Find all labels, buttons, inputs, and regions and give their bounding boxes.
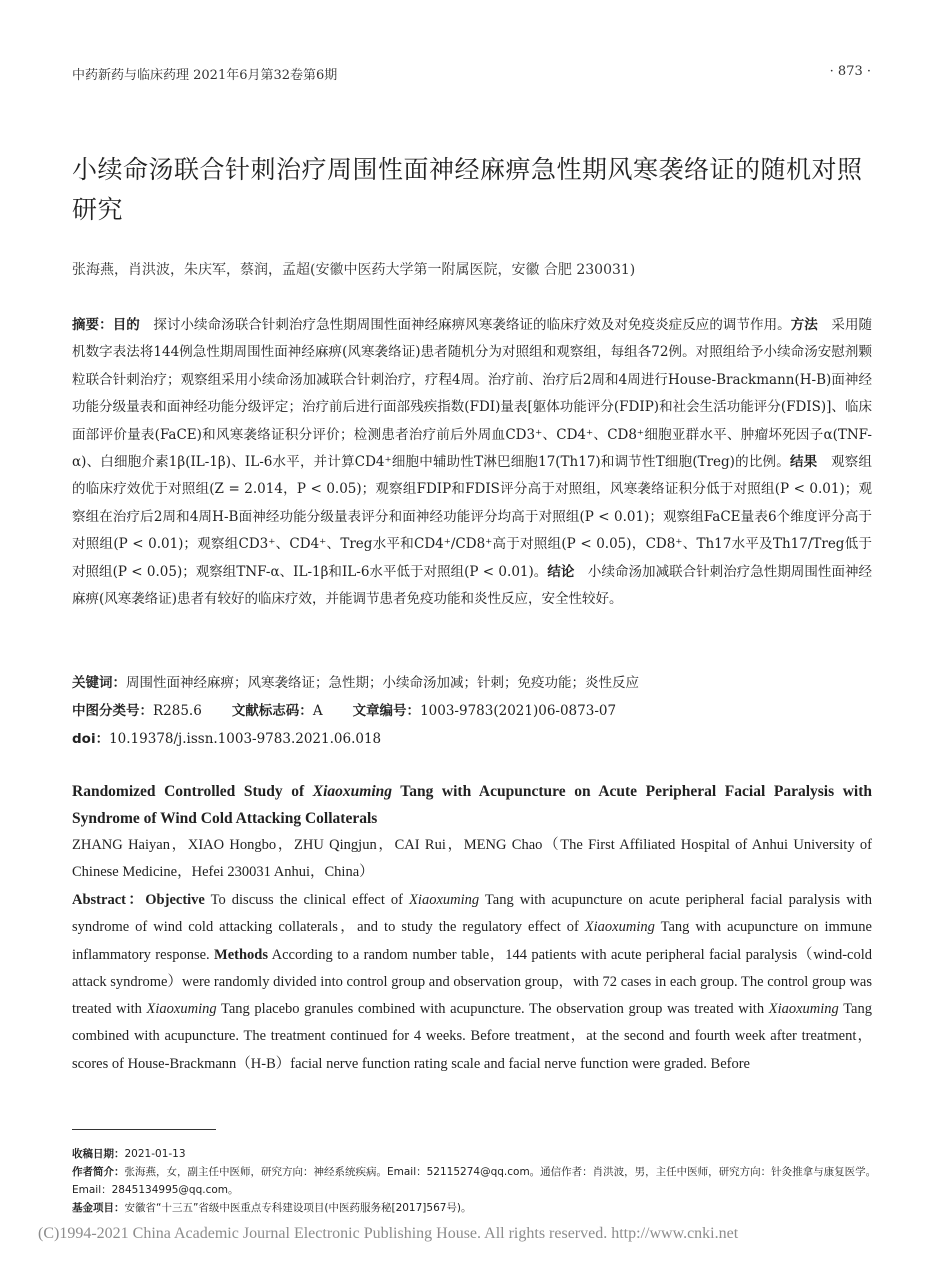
clc-label: 中图分类号： xyxy=(72,703,153,719)
footnotes xyxy=(72,1145,882,1217)
abstract-label: 摘要： xyxy=(72,317,113,333)
keywords xyxy=(72,671,872,691)
abstract-en-label: Abstract： xyxy=(72,892,146,908)
title-en-herb: Xiaoxuming xyxy=(312,783,392,800)
author-bio-text: 张海燕，女，副主任中医师，研究方向：神经系统疾病。Email：52115274@qq.com。通信作者：肖洪波，男，主任中医师，研究方向：针灸推拿与康复医学。Email：2845134995@qq.com。 xyxy=(72,1166,877,1196)
title-en-part1: Randomized Controlled Study of xyxy=(72,783,313,800)
doc-code-label: 文献标志码： xyxy=(231,703,313,719)
received-label: 收稿日期： xyxy=(72,1148,125,1160)
author-bio xyxy=(72,1163,882,1199)
objective-en-text: Tang with acupuncture on acute peripheral facial paralysis with syndrome of wind cold attacking collaterals，and to study the regulatory effect of xyxy=(72,892,872,936)
results-text: 观察组的临床疗效优于对照组(Z = 2.014，P < 0.05)；观察组FDIP和FDIS评分高于对照组，风寒袭络证积分低于对照组(P < 0.01)；观察组在治疗后2周和4周H-B面神经功能分级量表评分和面神经功能评分均高于对照组(P < 0.01)；观察组FaCE量表6个维度评分高于对照组(P < 0.01)；观察组CD3⁺、CD4⁺、Treg水平和CD4⁺/CD8⁺高于对照组(P < 0.05)，CD8⁺、Th17水平及Th17/Treg低于对照组(P < 0.05)；观察组TNF-α、IL-1β和IL-6水平低于对照组(P < 0.01)。 xyxy=(72,454,873,580)
objective-en-label: Objective xyxy=(145,892,205,908)
article-title-english xyxy=(72,778,872,832)
journal-info: 中药新药与临床药理 2021年6月第32卷第6期 xyxy=(72,68,338,83)
herb-name: Xiaoxuming xyxy=(768,1001,839,1018)
footnote-divider xyxy=(72,1129,216,1130)
running-header xyxy=(72,64,871,86)
received-date xyxy=(72,1145,882,1163)
fund-info xyxy=(72,1199,882,1217)
herb-name: Xiaoxuming xyxy=(146,1001,217,1018)
methods-text: 采用随机数字表法将144例急性期周围性面神经麻痹(风寒袭络证)患者随机分为对照组和观察组，每组各72例。对照组给予小续命汤安慰剂颗粒联合针刺治疗；观察组采用小续命汤加减联合针刺治疗，疗程4周。治疗前、治疗后2周和4周进行House-Brackmann(H-B)面神经功能分级量表和面神经功能分级评定；治疗前后进行面部残疾指数(FDI)量表[躯体功能评分(FDIP)和社会生活功能评分(FDIS)]、临床面部评价量表(FaCE)和风寒袭络证积分评价；检测患者治疗前后外周血CD3⁺、CD4⁺、CD8⁺细胞亚群水平、肿瘤坏死因子α(TNF-α)、白细胞介素1β(IL-1β)、IL-6水平，并计算CD4⁺细胞中辅助性T淋巴细胞17(Th17)和调节性T细胞(Treg)的比例。 xyxy=(72,317,873,471)
objective-text: 探讨小续命汤联合针刺治疗急性期周围性面神经麻痹风寒袭络证的临床疗效及对免疫炎症反应的调节作用。 xyxy=(139,317,791,333)
title-en-part2: Tang with Acupuncture on Acute Peripheral Facial Paralysis with Syndrome of Wind Cold Attacking Collaterals xyxy=(72,783,872,827)
keywords-label: 关键词： xyxy=(72,675,126,691)
conclusion-text: 小续命汤加减联合针刺治疗急性期周围性面神经麻痹(风寒袭络证)患者有较好的临床疗效，并能调节患者免疫功能和炎性反应，安全性较好。 xyxy=(72,563,872,608)
doi-label: doi： xyxy=(72,731,110,747)
methods-en-text: Tang placebo granules combined with acupuncture. The observation group was treated with xyxy=(216,1001,769,1018)
objective-en-text: To discuss the clinical effect of xyxy=(204,892,410,908)
author-bio-label: 作者简介： xyxy=(72,1166,125,1178)
authors-english: ZHANG Haiyan，XIAO Hongbo，ZHU Qingjun，CAI Rui，MENG Chao（The First Affiliated Hospital of Anhui University of Chinese Medicine，Hefei 230031 Anhui，China） xyxy=(72,837,872,880)
doi-value: 10.19378/j.issn.1003-9783.2021.06.018 xyxy=(109,731,382,747)
classification-line xyxy=(72,699,872,719)
copyright-watermark: (C)1994-2021 China Academic Journal Electronic Publishing House. All rights reserved. http://www.cnki.net xyxy=(38,1225,739,1242)
methods-en-text: Tang combined with acupuncture. The treatment continued for 4 weeks. Before treatment，at the second and fourth week after treatment，scores of House-Brackmann（H-B）facial nerve function rating scale and facial nerve function were graded. Before xyxy=(72,1001,872,1072)
authors-chinese: 张海燕，肖洪波，朱庆军，蔡润，孟超(安徽中医药大学第一附属医院，安徽 合肥 230031) xyxy=(72,262,636,278)
methods-en-text: According to a random number table，144 patients with acute peripheral facial paralysis（wind-cold attack syndrome）were randomly divided into control group and observation group，with 72 cases in each group. The control group was treated with xyxy=(72,946,872,1018)
abstract-english xyxy=(72,887,872,1078)
article-number-label: 文章编号： xyxy=(352,703,421,719)
methods-label: 方法 xyxy=(790,317,818,333)
fund-label: 基金项目： xyxy=(72,1202,125,1214)
clc-value: R285.6 xyxy=(153,703,202,719)
herb-name: Xiaoxuming xyxy=(409,892,480,908)
article-number-value: 1003-9783(2021)06-0873-07 xyxy=(420,703,617,719)
objective-en-text: Tang with acupuncture on immune inflammatory response. xyxy=(72,919,872,963)
doi-line xyxy=(72,727,872,747)
conclusion-label: 结论 xyxy=(547,563,575,580)
results-label: 结果 xyxy=(789,454,818,471)
article-title-chinese: 小续命汤联合针刺治疗周围性面神经麻痹急性期风寒袭络证的随机对照研究 xyxy=(72,155,863,224)
objective-label: 目的 xyxy=(112,317,140,333)
keywords-text: 周围性面神经麻痹；风寒袭络证；急性期；小续命汤加减；针刺；免疫功能；炎性反应 xyxy=(126,675,639,691)
doc-code-value: A xyxy=(312,703,323,719)
page-number: · 873 · xyxy=(829,64,871,79)
abstract-chinese xyxy=(72,312,872,613)
herb-name: Xiaoxuming xyxy=(584,919,655,936)
methods-en-label: Methods xyxy=(214,946,269,963)
fund-text: 安徽省“十三五”省级中医重点专科建设项目(中医药服务秘[2017]567号)。 xyxy=(124,1202,472,1214)
received-value: 2021-01-13 xyxy=(124,1148,186,1160)
